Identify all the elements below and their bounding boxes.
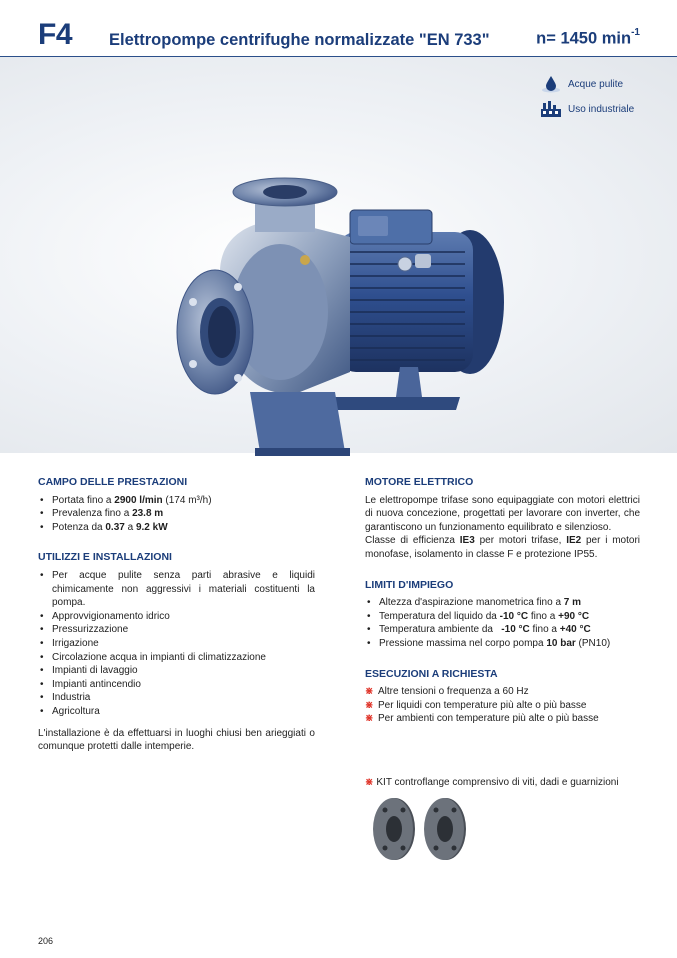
asterisk-icon: ⋇ <box>365 686 374 698</box>
list-item: • Altezza d'aspirazione manometrica fino a 7 m <box>365 596 640 610</box>
heading-esecuzioni: ESECUZIONI A RICHIESTA <box>365 667 498 680</box>
list-item: • Temperatura del liquido da -10 °C fino a +90 °C <box>365 610 640 624</box>
list-item: • Agricoltura <box>38 705 315 719</box>
list-item: • Per acque pulite senza parti abrasive e liquidi chimicamente non aggressivi i materiali costituenti la pompa. <box>38 569 315 610</box>
list-item: • Potenza da 0.37 a 9.2 kW <box>38 521 315 535</box>
heading-limiti: LIMITI D'IMPIEGO <box>365 578 454 591</box>
speed-rating <box>536 29 640 49</box>
list-item: • Circolazione acqua in impianti di climatizzazione <box>38 651 315 665</box>
industry-icon <box>540 100 562 118</box>
page-header <box>0 0 677 58</box>
feature-clean-water-label: Acque pulite <box>568 78 624 90</box>
list-item: • Industria <box>38 691 315 705</box>
asterisk-icon: ⋇ <box>365 699 374 711</box>
kit-label: KIT controflange comprensivo di viti, dadi e guarnizioni <box>376 777 619 788</box>
list-item: ⋇ Per liquidi con temperature più alte o più basse <box>365 699 587 711</box>
list-item: • Prevalenza fino a 23.8 m <box>38 507 315 521</box>
motore-paragraph-2: Classe di efficienza IE3 per motori trifase, IE2 per i motori monofase, isolamento in classe F e protezione IP55. <box>365 535 641 560</box>
utilizzi-list <box>38 569 315 719</box>
asterisk-icon: ⋇ <box>365 713 374 725</box>
list-item: ⋇ Per ambienti con temperature più alte o più basse <box>365 713 599 725</box>
water-drop-icon <box>540 75 562 93</box>
list-item: • Impianti di lavaggio <box>38 664 315 678</box>
heading-motore: MOTORE ELETTRICO <box>365 476 474 488</box>
product-image-area <box>0 57 677 453</box>
installation-note: L'installazione è da effettuarsi in luoghi chiusi ben arieggiati o comunque protetti dalle intemperie. <box>38 727 315 753</box>
page-title: Elettropompe centrifughe normalizzate "EN 733" <box>109 31 490 49</box>
feature-industrial-label: Uso industriale <box>568 103 635 115</box>
series-code: F4 <box>38 18 73 51</box>
campo-prestazioni-list <box>38 494 315 535</box>
feature-industrial <box>540 100 634 118</box>
list-item: • Irrigazione <box>38 637 315 651</box>
motore-paragraph-1: Le elettropompe trifase sono equipaggiate con motori elettrici di nuova concezione, progettati per lavorare con inverter, che garantiscono un funzionamento equilibrato e silenzioso. <box>365 494 640 533</box>
list-item: ⋇ Altre tensioni o frequenza a 60 Hz <box>365 686 529 698</box>
kit-line <box>365 777 619 788</box>
speed-value: n= 1450 min <box>536 29 632 48</box>
heading-campo-prestazioni: CAMPO DELLE PRESTAZIONI <box>38 476 188 488</box>
pump-image <box>160 152 520 472</box>
list-item: • Approvvigionamento idrico <box>38 610 315 624</box>
limiti-list <box>365 596 640 650</box>
left-column <box>38 476 315 754</box>
feature-clean-water <box>540 75 623 93</box>
asterisk-icon: ⋇ <box>365 777 374 788</box>
page-number: 206 <box>38 936 54 946</box>
heading-utilizzi: UTILIZZI E INSTALLAZIONI <box>38 551 172 564</box>
list-item: • Portata fino a 2900 l/min (174 m³/h) <box>38 494 315 508</box>
list-item: • Impianti antincendio <box>38 678 315 692</box>
list-item: • Pressione massima nel corpo pompa 10 bar (PN10) <box>365 637 640 651</box>
list-item: • Pressurizzazione <box>38 623 315 637</box>
esecuzioni-list <box>365 685 640 726</box>
right-column <box>365 476 640 726</box>
list-item: • Temperatura ambiente da -10 °C fino a +40 °C <box>365 623 640 637</box>
speed-exponent: -1 <box>631 27 640 38</box>
counter-flanges-image <box>372 796 472 862</box>
